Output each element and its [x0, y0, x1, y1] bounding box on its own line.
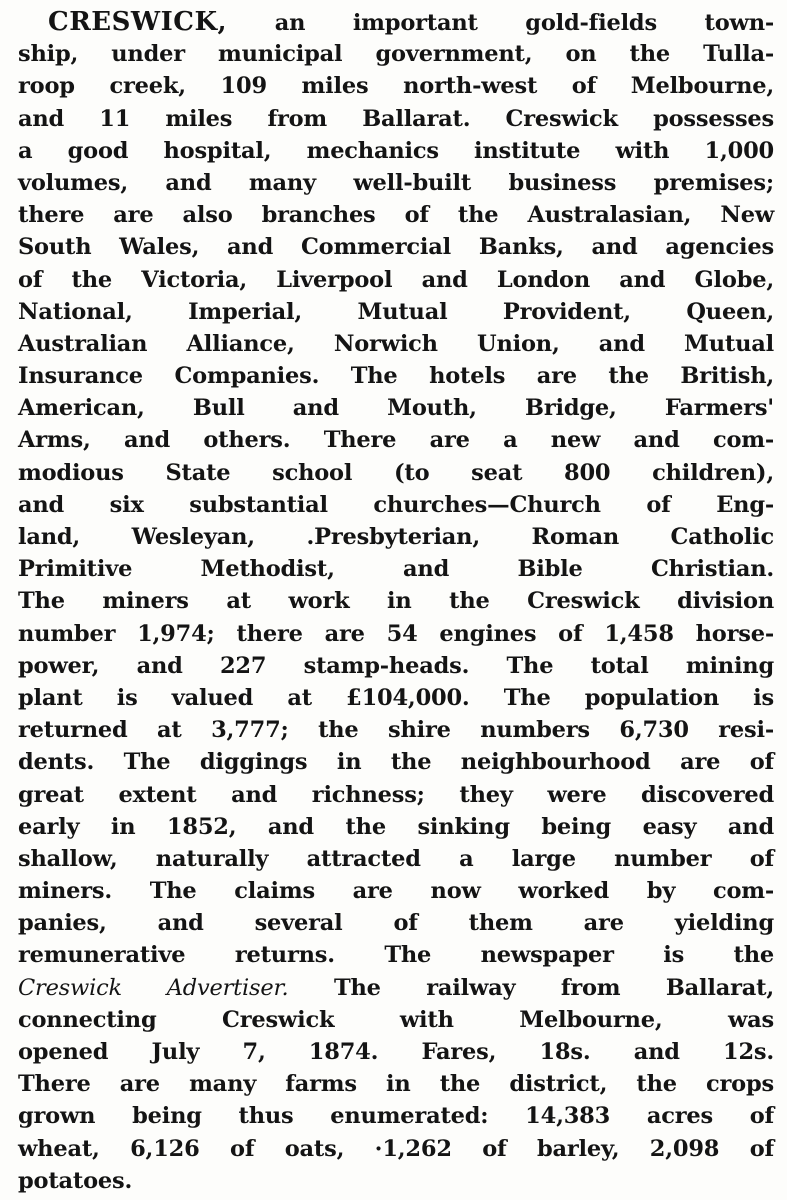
- article-column: [18, 6, 774, 1197]
- article-line-4: and 11 miles from Ballarat. Creswick possesses: [18, 105, 774, 132]
- article-line-14: Arms, and others. There are a new and com-: [18, 427, 774, 454]
- newspaper-title: Creswick Advertiser.: [18, 974, 289, 1001]
- article-line-9: of the Victoria, Liverpool and London and Globe,: [18, 266, 774, 293]
- article-line-7: there are also branches of the Australasian, New: [18, 202, 774, 229]
- article-line-19: The miners at work in the Creswick division: [18, 588, 774, 615]
- article-line-6: volumes, and many well-built business premises;: [18, 169, 774, 196]
- article-line-27: shallow, naturally attracted a large number of: [18, 845, 774, 872]
- article-line-1-text: an important gold-fields town-: [274, 10, 774, 36]
- article-line-20: number 1,974; there are 54 engines of 1,458 horse-: [18, 620, 774, 647]
- article-line-8: South Wales, and Commercial Banks, and agencies: [18, 234, 774, 261]
- article-line-13: American, Bull and Mouth, Bridge, Farmers': [18, 395, 774, 422]
- article-line-1: [18, 6, 774, 38]
- article-line-37: potatoes.: [18, 1167, 133, 1194]
- article-line-12: Insurance Companies. The hotels are the British,: [18, 363, 774, 390]
- article-line-34: There are many farms in the district, the crops: [18, 1071, 774, 1098]
- article-line-32: connecting Creswick with Melbourne, was: [18, 1006, 774, 1033]
- article-line-15: modious State school (to seat 800 children),: [18, 459, 774, 486]
- article-line-2: ship, under municipal government, on the Tulla-: [18, 41, 774, 68]
- article-line-18: Primitive Methodist, and Bible Christian.: [18, 556, 774, 583]
- article-line-10: National, Imperial, Mutual Provident, Queen,: [18, 298, 774, 325]
- article-line-28: miners. The claims are now worked by com-: [18, 878, 774, 905]
- article-line-25: great extent and richness; they were discovered: [18, 781, 774, 808]
- article-line-31-text: The railway from Ballarat,: [288, 974, 774, 1001]
- article-headword: CRESWICK,: [48, 7, 228, 37]
- article-line-3: roop creek, 109 miles north-west of Melbourne,: [18, 73, 774, 100]
- article-line-16: and six substantial churches—Church of Eng-: [18, 491, 774, 518]
- article-line-17: land, Wesleyan, .Presbyterian, Roman Catholic: [18, 524, 774, 550]
- article-line-30: remunerative returns. The newspaper is the: [18, 942, 774, 969]
- article-line-33: opened July 7, 1874. Fares, 18s. and 12s.: [18, 1039, 774, 1065]
- article-line-23: returned at 3,777; the shire numbers 6,730 resi-: [18, 717, 774, 744]
- article-line-31: [18, 972, 774, 1004]
- article-line-26: early in 1852, and the sinking being easy and: [18, 813, 774, 840]
- article-line-24: dents. The diggings in the neighbourhood are of: [18, 749, 774, 776]
- article-line-22: plant is valued at £104,000. The population is: [18, 684, 774, 711]
- article-line-5: a good hospital, mechanics institute with 1,000: [18, 137, 774, 164]
- article-line-29: panies, and several of them are yielding: [18, 910, 774, 937]
- article-line-11: Australian Alliance, Norwich Union, and Mutual: [18, 330, 774, 357]
- article-line-21: power, and 227 stamp-heads. The total mining: [18, 652, 774, 679]
- article-line-36: wheat, 6,126 of oats, ·1,262 of barley, 2,098 of: [18, 1135, 774, 1162]
- article-line-35: grown being thus enumerated: 14,383 acres of: [18, 1103, 774, 1130]
